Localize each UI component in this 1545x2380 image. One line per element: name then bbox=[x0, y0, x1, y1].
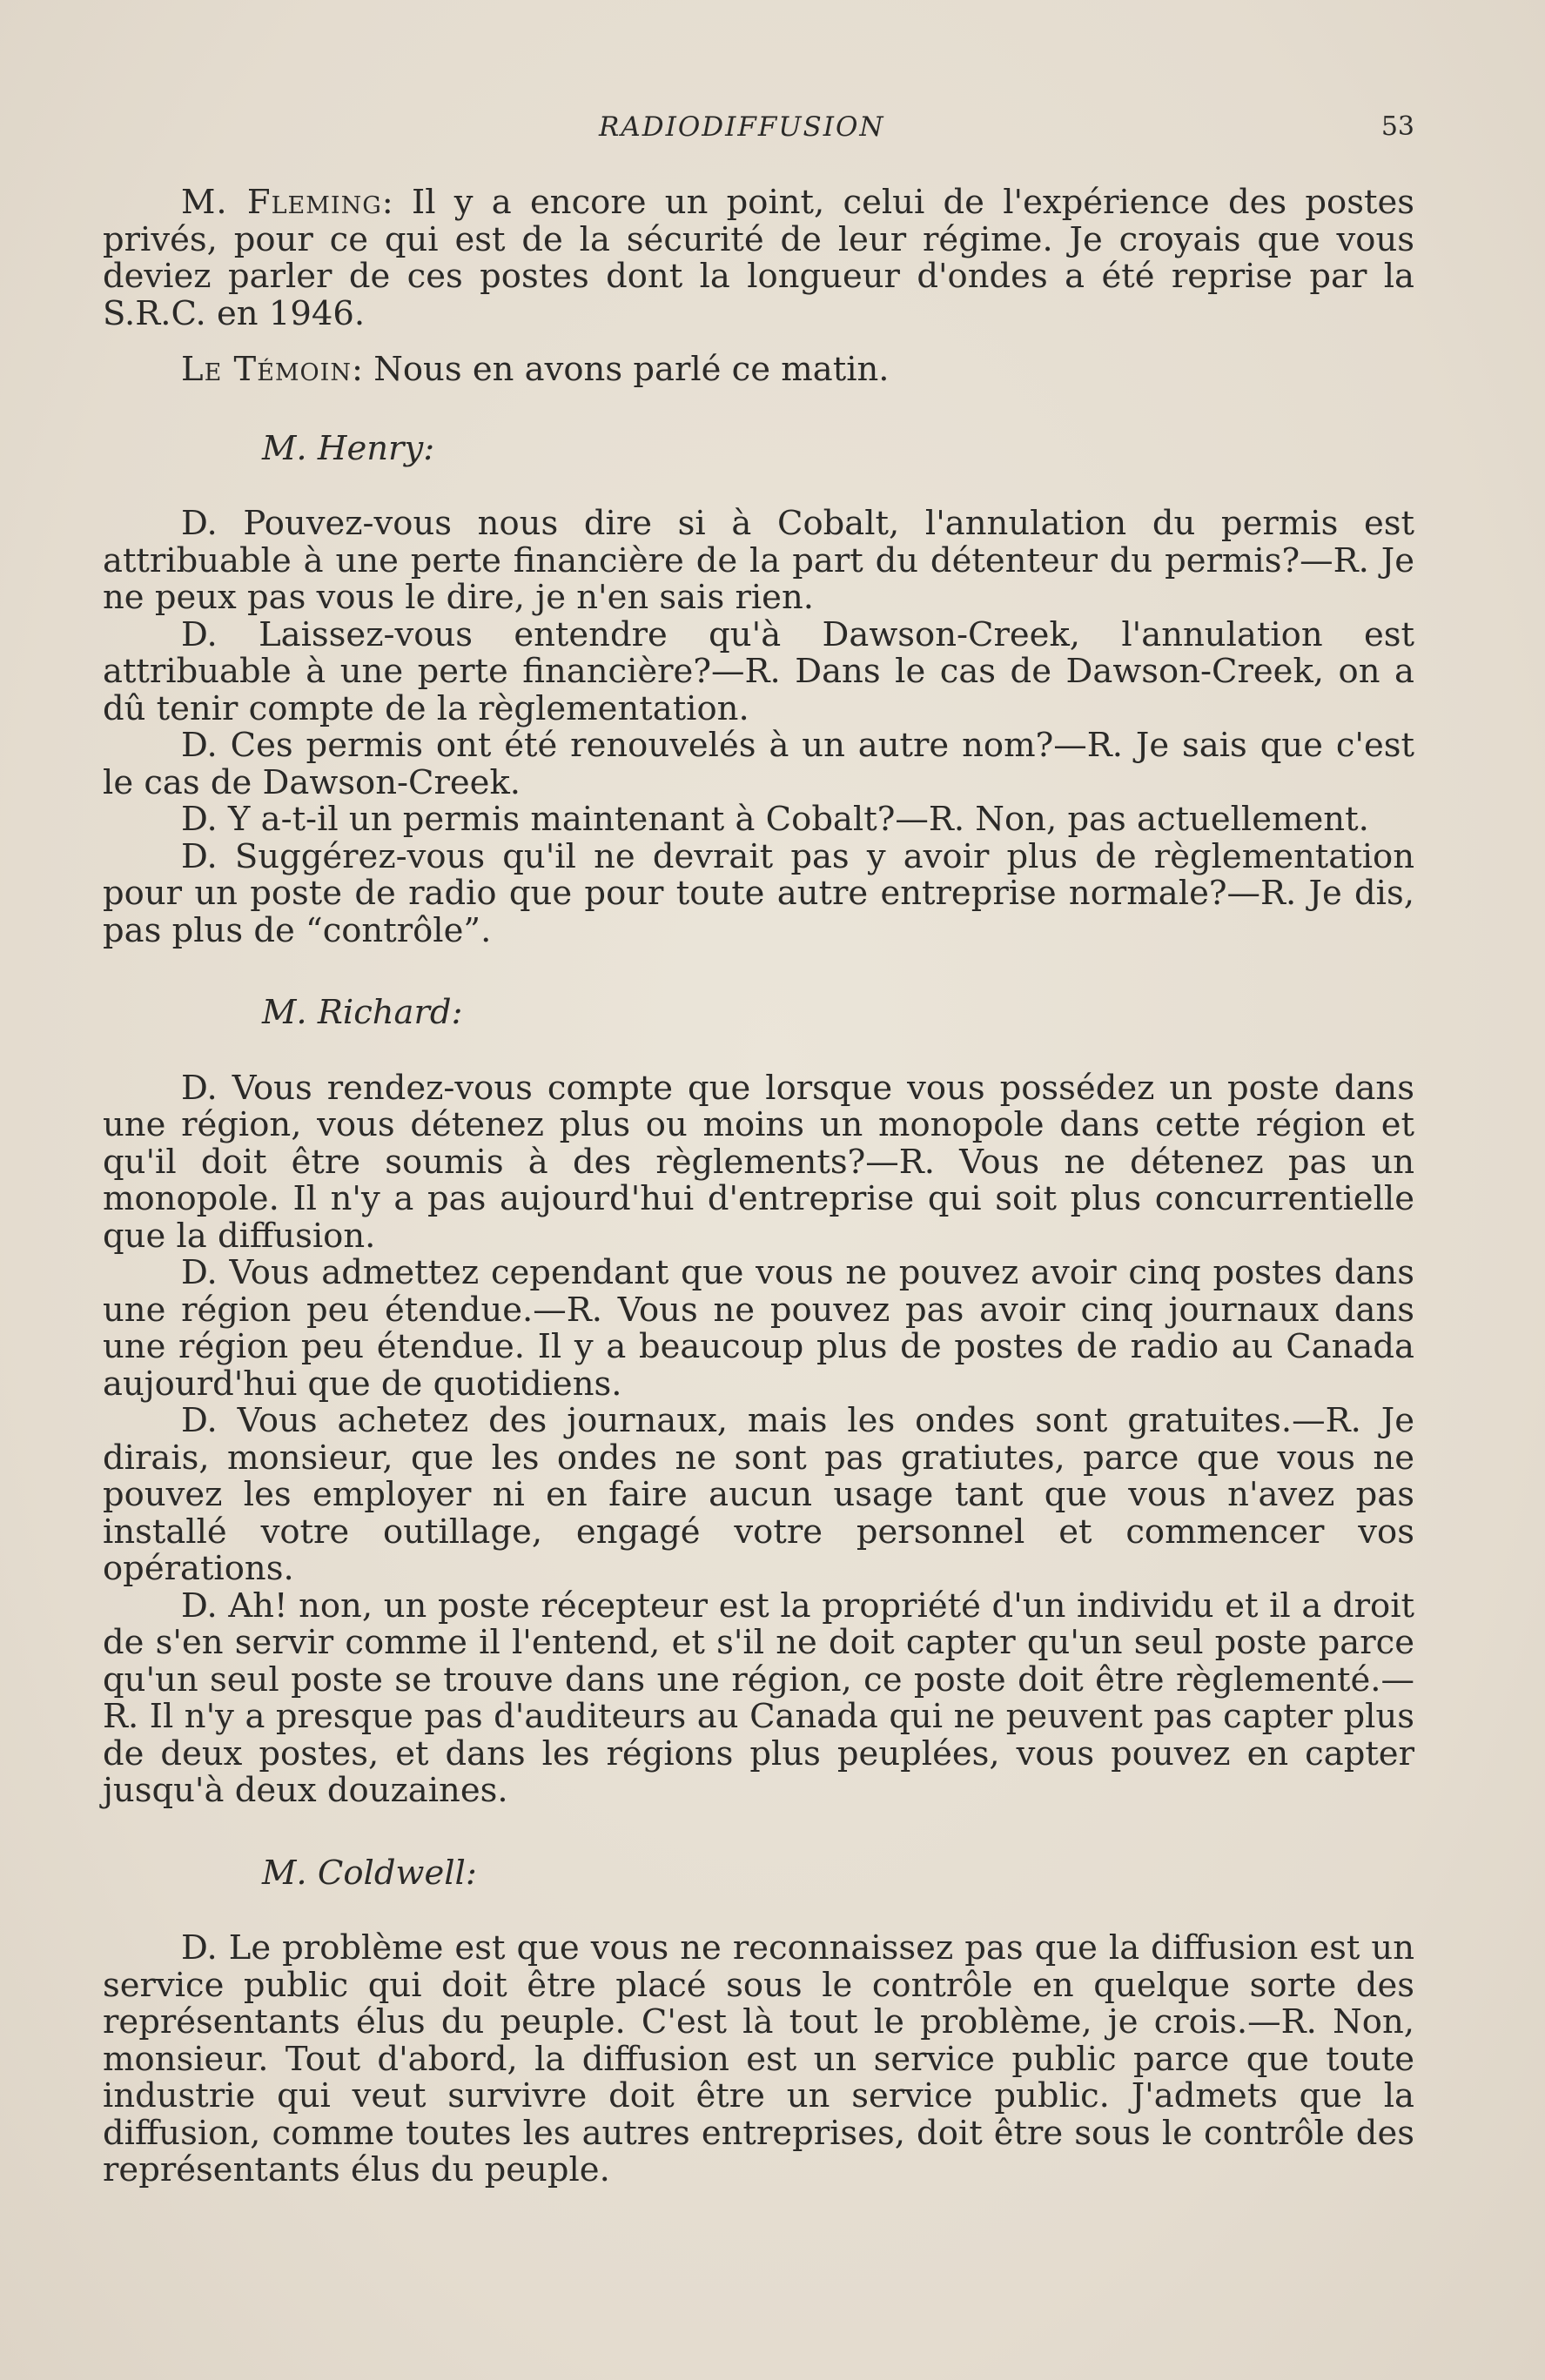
qa-paragraph: D. Ces permis ont été renouvelés à un autre nom?—R. Je sais que c'est le cas de Dawson-Creek. bbox=[103, 726, 1414, 802]
speaker-name: M. Fleming bbox=[181, 183, 382, 222]
paragraph-temoin bbox=[103, 352, 1414, 389]
qa-paragraph: D. Vous achetez des journaux, mais les ondes sont gratuites.—R. Je dirais, monsieur, que les ondes ne sont pas gratiutes, parce que vous ne pouvez les employer ni en faire aucun usage tant que vous n'avez pas installé votre outillage, engagé votre personnel et commencer vos opérations. bbox=[103, 1401, 1414, 1588]
qa-paragraph: D. Ah! non, un poste récepteur est la propriété d'un individu et il a droit de s'en servir comme il l'entend, et s'il ne doit capter qu'un seul poste parce qu'un seul poste se trouve dans une région, ce poste doit être règlementé.—R. Il n'y a presque pas d'auditeurs au Canada qui ne peuvent pas capter plus de deux postes, et dans les régions plus peuplées, vous pouvez en capter jusqu'à deux douzaines. bbox=[103, 1586, 1414, 1810]
qa-paragraph: D. Suggérez-vous qu'il ne devrait pas y avoir plus de règlementation pour un poste de radio que pour toute autre entreprise normale?—R. Je dis, pas plus de “contrôle”. bbox=[103, 836, 1414, 950]
qa-paragraph: D. Vous rendez-vous compte que lorsque vous possédez un poste dans une région, vous détenez plus ou moins un monopole dans cette région et qu'il doit être soumis à des règlements?—R. Vous ne détenez pas un monopole. Il n'y a pas aujourd'hui d'entreprise qui soit plus concurrentielle que la diffusion. bbox=[103, 1068, 1414, 1256]
document-body bbox=[103, 184, 1414, 2189]
page-header bbox=[103, 111, 1414, 164]
qa-section-coldwell bbox=[103, 1930, 1414, 2189]
paragraph-fleming bbox=[103, 184, 1414, 332]
qa-section-henry bbox=[103, 506, 1414, 949]
paragraph-text: : Il y a encore un point, celui de l'expérience des postes privés, pour ce qui est de la sécurité de leur régime. Je croyais que vous deviez parler de ces postes dont la longueur d'ondes a été reprise par la S.R.C. en 1946. bbox=[103, 183, 1414, 333]
speaker-heading-coldwell: M. Coldwell: bbox=[262, 1853, 477, 1893]
speaker-heading-richard: M. Richard: bbox=[262, 993, 463, 1032]
running-title: RADIODIFFUSION bbox=[599, 111, 885, 143]
qa-paragraph: D. Pouvez-vous nous dire si à Cobalt, l'annulation du permis est attribuable à une perte financière de la part du détenteur du permis?—R. Je ne peux pas vous le dire, je n'en sais rien. bbox=[103, 504, 1414, 617]
speaker-name: Le Témoin bbox=[181, 350, 352, 389]
qa-paragraph: D. Le problème est que vous ne reconnaissez pas que la diffusion est un service public qui doit être placé sous le contrôle en quelque sorte des représentants élus du peuple. C'est là tout le problème, je crois.—R. Non, monsieur. Tout d'abord, la diffusion est un service public parce que toute industrie qui veut survivre doit être un service public. J'admets que la diffusion, comme toutes les autres entreprises, doit être sous le contrôle des représentants élus du peuple. bbox=[103, 1928, 1414, 2189]
qa-section-richard bbox=[103, 1070, 1414, 1810]
page-number: 53 bbox=[1380, 111, 1414, 142]
speaker-heading-henry: M. Henry: bbox=[262, 428, 435, 468]
paragraph-text: : Nous en avons parlé ce matin. bbox=[351, 350, 890, 389]
qa-paragraph: D. Laissez-vous entendre qu'à Dawson-Creek, l'annulation est attribuable à une perte financière?—R. Dans le cas de Dawson-Creek, on a dû tenir compte de la règlementation. bbox=[103, 614, 1414, 728]
qa-paragraph: D. Y a-t-il un permis maintenant à Cobalt?—R. Non, pas actuellement. bbox=[181, 800, 1369, 839]
qa-paragraph: D. Vous admettez cependant que vous ne pouvez avoir cinq postes dans une région peu étendue.—R. Vous ne pouvez pas avoir cinq journaux dans une région peu étendue. Il y a beaucoup plus de postes de radio au Canada aujourd'hui que de quotidiens. bbox=[103, 1253, 1414, 1404]
